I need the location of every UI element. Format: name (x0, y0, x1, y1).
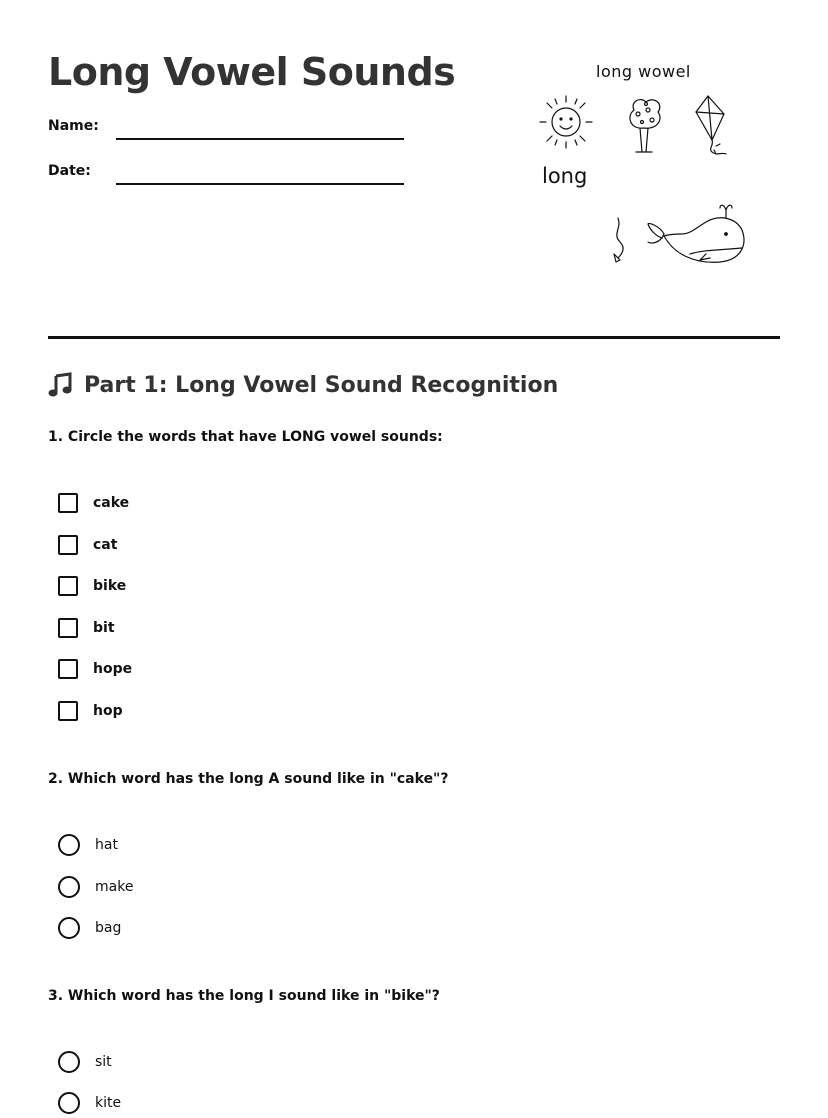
name-field[interactable] (116, 138, 404, 140)
radio-button[interactable] (58, 876, 80, 898)
option-label: bag (95, 920, 122, 936)
option-label: make (95, 879, 134, 895)
question-2: 2. Which word has the long A sound like in "cake"? (48, 771, 449, 787)
option-label: hop (93, 703, 123, 719)
page-title: Long Vowel Sounds (48, 50, 456, 94)
sun-icon (540, 96, 592, 148)
option-label: cake (93, 495, 130, 511)
q2-option-bag[interactable] (58, 916, 121, 940)
checkbox[interactable] (58, 659, 78, 679)
checkbox[interactable] (58, 618, 78, 638)
q1-option-hop[interactable] (58, 699, 123, 723)
tree-icon (630, 100, 660, 152)
illustration-caption-left: long (542, 164, 588, 188)
illustration-caption-top: long wowel (596, 62, 691, 81)
q1-option-bike[interactable] (58, 574, 126, 598)
q3-option-sit[interactable] (58, 1050, 112, 1074)
name-label: Name: (48, 118, 99, 134)
part1-title-text: Part 1: Long Vowel Sound Recognition (84, 372, 559, 398)
bee-icon (614, 218, 623, 262)
radio-button[interactable] (58, 834, 80, 856)
option-label: bit (93, 620, 115, 636)
q3-option-kite[interactable] (58, 1091, 121, 1115)
option-label: sit (95, 1054, 112, 1070)
date-label: Date: (48, 163, 91, 179)
checkbox[interactable] (58, 576, 78, 596)
option-label: hat (95, 837, 118, 853)
whale-icon (648, 205, 744, 262)
radio-button[interactable] (58, 1051, 80, 1073)
q2-option-hat[interactable] (58, 833, 118, 857)
q1-option-hope[interactable] (58, 657, 132, 681)
kite-icon (696, 96, 726, 154)
question-3: 3. Which word has the long I sound like in "bike"? (48, 988, 440, 1004)
option-label: hope (93, 661, 133, 677)
q1-option-cat[interactable] (58, 533, 117, 557)
date-field[interactable] (116, 183, 404, 185)
radio-button[interactable] (58, 917, 80, 939)
checkbox[interactable] (58, 493, 78, 513)
checkbox[interactable] (58, 701, 78, 721)
q1-option-cake[interactable] (58, 491, 129, 515)
option-label: cat (93, 537, 118, 553)
radio-button[interactable] (58, 1092, 80, 1114)
music-note-icon (48, 372, 74, 398)
option-label: bike (93, 578, 127, 594)
option-label: kite (95, 1095, 122, 1111)
long-vowel-illustration (530, 58, 760, 278)
q2-option-make[interactable] (58, 875, 133, 899)
checkbox[interactable] (58, 535, 78, 555)
section-divider (48, 336, 780, 339)
question-1: 1. Circle the words that have LONG vowel sounds: (48, 429, 443, 445)
q1-option-bit[interactable] (58, 616, 115, 640)
part1-title (48, 372, 558, 398)
